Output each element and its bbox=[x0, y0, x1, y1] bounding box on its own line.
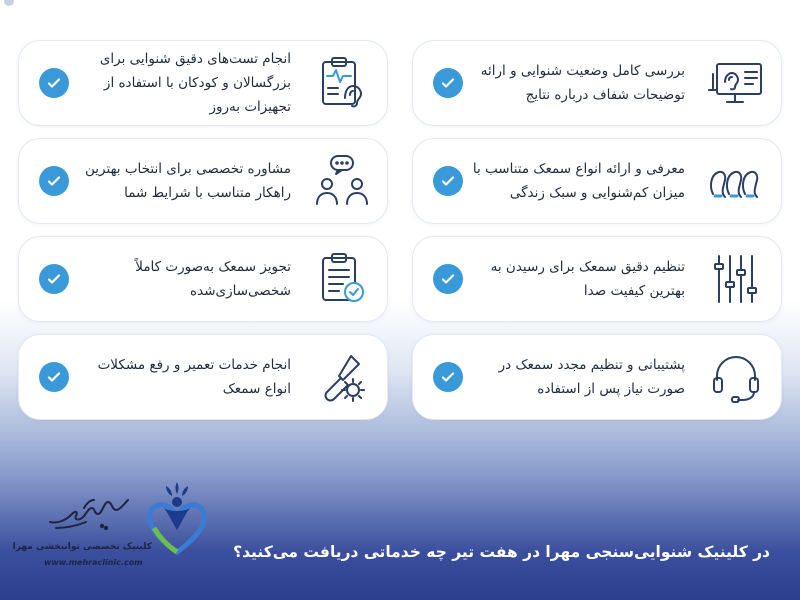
service-text: معرفی و ارائه انواع سمعک متناسب با میزان کم‌شنوایی و سبک زندگی bbox=[472, 161, 685, 201]
service-card-support bbox=[412, 334, 782, 420]
hearing-aids-icon bbox=[705, 150, 767, 212]
check-icon bbox=[39, 68, 69, 98]
heart-figure-emblem-icon bbox=[144, 478, 210, 556]
sliders-icon bbox=[705, 248, 767, 310]
clipboard-ear-icon bbox=[311, 52, 373, 114]
service-text: پشتیبانی و تنظیم مجدد سمعک در صورت نیاز پس از استفاده bbox=[498, 357, 685, 397]
website-label: www.mehraclinic.com bbox=[44, 558, 143, 567]
clinic-name: کلینیک تخصصی توانبخشی مهرا bbox=[12, 542, 152, 552]
check-icon bbox=[433, 264, 463, 294]
check-icon bbox=[39, 362, 69, 392]
service-text: انجام تست‌های دقیق شنوایی برای بزرگسالان و کودکان با استفاده از تجهیزات به‌روز bbox=[99, 51, 291, 115]
service-text: تنظیم دقیق سمعک برای رسیدن به بهترین کیفیت صدا bbox=[490, 259, 685, 299]
service-card-prescription bbox=[18, 236, 388, 322]
tools-gear-icon bbox=[311, 346, 373, 408]
service-text: بررسی کامل وضعیت شنوایی و ارائه توضیحات شفاف درباره نتایج bbox=[480, 63, 685, 103]
service-card-hearing-tests bbox=[18, 40, 388, 126]
check-icon bbox=[433, 68, 463, 98]
monitor-ear-icon bbox=[705, 52, 767, 114]
top-dot bbox=[4, 0, 14, 6]
service-text: مشاوره تخصصی برای انتخاب بهترین راهکار متناسب با شرایط شما bbox=[85, 161, 291, 201]
checklist-icon bbox=[311, 248, 373, 310]
check-icon bbox=[39, 166, 69, 196]
check-icon bbox=[433, 166, 463, 196]
consultation-chat-icon bbox=[311, 150, 373, 212]
check-icon bbox=[39, 264, 69, 294]
service-card-repair bbox=[18, 334, 388, 420]
service-card-hearing-assessment bbox=[412, 40, 782, 126]
service-text: انجام خدمات تعمیر و رفع مشکلات انواع سمعک bbox=[97, 357, 291, 397]
service-card-fine-tuning bbox=[412, 236, 782, 322]
headset-icon bbox=[705, 346, 767, 408]
service-text: تجویز سمعک به‌صورت کاملاً شخصی‌سازی‌شده bbox=[135, 259, 291, 299]
service-card-hearing-aid-intro bbox=[412, 138, 782, 224]
brand-script-logo bbox=[44, 488, 144, 536]
service-card-consultation bbox=[18, 138, 388, 224]
clinic-logo bbox=[12, 478, 215, 588]
footer-question: در کلینیک شنوایی‌سنجی مهرا در هفت تیر چه خدماتی دریافت می‌کنید؟ bbox=[233, 543, 770, 561]
check-icon bbox=[433, 362, 463, 392]
